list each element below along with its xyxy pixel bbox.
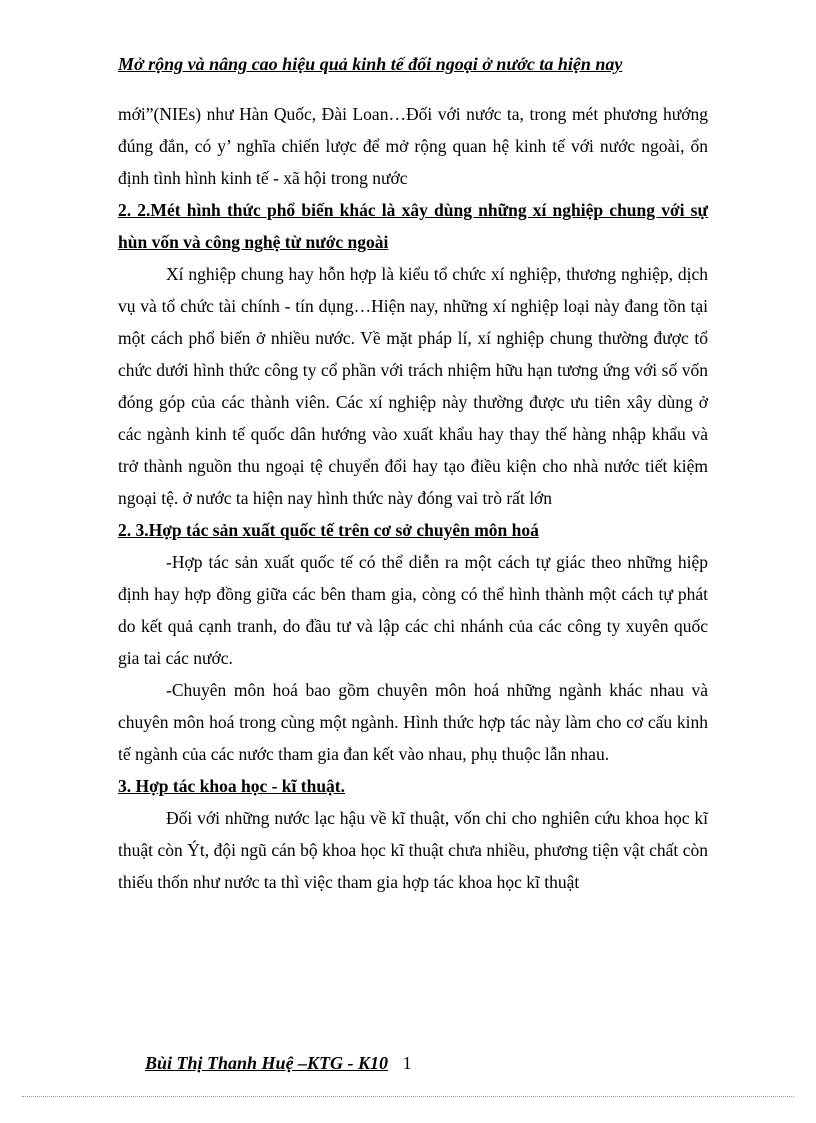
paragraph-joint-ventures: Xí nghiệp chung hay hỗn hợp là kiểu tổ chức xí nghiệp, thương nghiệp, dịch vụ và tổ chức tài chính - tín dụng…Hiện nay, những xí nghiệp loại này đang tồn tại một cách phổ biến ở nhiều nước. Về mặt pháp lí, xí nghiệp chung thường được tổ chức dưới hình thức công ty cổ phần với trách nhiệm hữu hạn tương ứng với số vốn đóng góp của các thành viên. Các xí nghiệp này thường được ưu tiên xây dùng ở các ngành kinh tế quốc dân hướng vào xuất khẩu hay thay thế hàng nhập khẩu và trở thành nguồn thu ngoại tệ chuyển đổi hay tạo điều kiện cho nhà nước tiết kiệm ngoại tệ. ở nước ta hiện nay hình thức này đóng vai trò rất lớn <box>118 264 708 508</box>
paragraph-science-tech: Đối với những nước lạc hậu về kĩ thuật, vốn chi cho nghiên cứu khoa học kĩ thuật còn Ýt, đội ngũ cán bộ khoa học kĩ thuật chưa nhiều, phương tiện vật chất còn thiếu thốn như nước ta thì việc tham gia hợp tác khoa học kĩ thuật <box>118 808 708 892</box>
page-bottom-divider <box>22 1096 794 1097</box>
section-heading-2-2: 2. 2.Mét hình thức phổ biến khác là xây dùng những xí nghiệp chung với sự hùn vốn và công nghệ từ nước ngoài <box>118 200 708 252</box>
document-header-title: Mở rộng và nâng cao hiệu quả kinh tế đối ngoại ở nước ta hiện nay <box>118 54 623 74</box>
page-number: 1 <box>402 1053 412 1073</box>
document-body <box>118 98 708 898</box>
section-heading-2-3: 2. 3.Hợp tác sản xuất quốc tế trên cơ sở chuyên môn hoá <box>118 520 539 540</box>
paragraph-specialization: -Chuyên môn hoá bao gồm chuyên môn hoá những ngành khác nhau và chuyên môn hoá trong cùng một ngành. Hình thức hợp tác này làm cho cơ cấu kinh tế ngành của các nước tham gia đan kết vào nhau, phụ thuộc lẫn nhau. <box>118 680 708 764</box>
paragraph-production-cooperation: -Hợp tác sản xuất quốc tế có thể diễn ra một cách tự giác theo những hiệp định hay hợp đồng giữa các bên tham gia, còng có thể hình thành một cách tự phát do kết quả cạnh tranh, do đầu tư và lập các chi nhánh của các công ty xuyên quốc gia tai các nước. <box>118 552 708 668</box>
page-footer <box>145 1053 412 1074</box>
section-heading-3: 3. Hợp tác khoa học - kĩ thuật. <box>118 776 346 796</box>
paragraph-continuation: mới”(NIEs) như Hàn Quốc, Đài Loan…Đối với nước ta, trong mét phương hướng đúng đắn, có y’ nghĩa chiến lược để mở rộng quan hệ kinh tế với nước ngoài, ổn định tình hình kinh tế - xã hội trong nước <box>118 104 708 188</box>
footer-author: Bùi Thị Thanh Huệ –KTG - K10 <box>145 1053 389 1073</box>
